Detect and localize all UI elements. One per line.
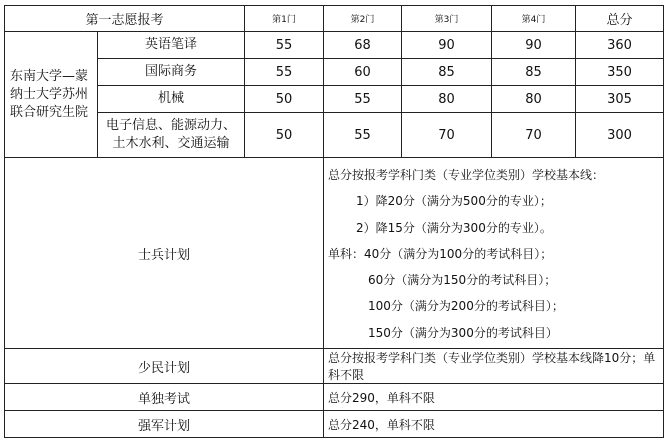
header-row <box>5 6 664 32</box>
score-subject-4: 80 <box>492 86 576 113</box>
institution-name <box>5 32 98 158</box>
table-row <box>5 113 664 158</box>
header-subject-4: 第4门 <box>492 6 576 32</box>
independent-exam-label: 单独考试 <box>5 384 324 411</box>
major-name-line-1: 电子信息、能源动力、 <box>106 118 237 133</box>
score-subject-4: 85 <box>492 59 576 86</box>
score-subject-2: 55 <box>324 113 402 158</box>
table-row <box>5 32 664 59</box>
minority-plan-label: 少民计划 <box>5 349 324 384</box>
score-subject-4: 70 <box>492 113 576 158</box>
score-total: 300 <box>576 113 664 158</box>
score-subject-2: 55 <box>324 86 402 113</box>
score-total: 350 <box>576 59 664 86</box>
header-first-choice: 第一志愿报考 <box>5 6 245 32</box>
soldier-rule-line: 150分（满分为300分的考试科目） <box>368 325 558 340</box>
independent-exam-text: 总分290，单科不限 <box>324 384 664 411</box>
soldier-rule-line: 总分按报考学科门类（专业学位类别）学校基本线： <box>328 168 605 182</box>
institution-line-3: 联合研究生院 <box>10 104 89 120</box>
table-row <box>5 59 664 86</box>
strong-army-plan-text: 总分240，单科不限 <box>324 411 664 438</box>
score-total: 305 <box>576 86 664 113</box>
institution-line-2: 纳士大学苏州 <box>10 86 89 102</box>
header-total: 总分 <box>576 6 664 32</box>
score-subject-4: 90 <box>492 32 576 59</box>
admission-score-table <box>4 5 664 438</box>
major-name: 机械 <box>98 86 245 113</box>
table-row <box>5 86 664 113</box>
major-name: 英语笔译 <box>98 32 245 59</box>
soldier-rule-line: 100分（满分为200分的考试科目）； <box>368 299 564 314</box>
score-subject-1: 50 <box>245 113 324 158</box>
strong-army-plan-row <box>5 411 664 438</box>
soldier-rule-line: 2）降15分（满分为300分的专业）。 <box>356 220 552 235</box>
score-subject-3: 80 <box>402 86 492 113</box>
header-subject-1: 第1门 <box>245 6 324 32</box>
score-subject-2: 60 <box>324 59 402 86</box>
soldier-plan-rules <box>324 158 664 349</box>
institution-line-1: 东南大学—蒙 <box>10 68 89 84</box>
header-subject-2: 第2门 <box>324 6 402 32</box>
score-subject-2: 68 <box>324 32 402 59</box>
header-subject-3: 第3门 <box>402 6 492 32</box>
score-subject-3: 90 <box>402 32 492 59</box>
score-subject-1: 55 <box>245 32 324 59</box>
score-subject-3: 85 <box>402 59 492 86</box>
score-total: 360 <box>576 32 664 59</box>
minority-plan-row <box>5 349 664 384</box>
score-subject-3: 70 <box>402 113 492 158</box>
major-name: 国际商务 <box>98 59 245 86</box>
soldier-rule-line: 1）降20分（满分为500分的专业）； <box>356 194 552 209</box>
score-subject-1: 50 <box>245 86 324 113</box>
major-name <box>98 113 245 158</box>
independent-exam-row <box>5 384 664 411</box>
soldier-plan-label: 士兵计划 <box>5 158 324 349</box>
soldier-rule-line: 60分（满分为150分的考试科目）； <box>368 273 557 288</box>
strong-army-plan-label: 强军计划 <box>5 411 324 438</box>
major-name-line-2: 土木水利、交通运输 <box>112 136 230 151</box>
soldier-rule-line: 单科：40分（满分为100分的考试科目）； <box>328 246 553 261</box>
soldier-plan-row <box>5 158 664 349</box>
score-subject-1: 55 <box>245 59 324 86</box>
minority-plan-text: 总分按报考学科门类（专业学位类别）学校基本线降10分；单科不限 <box>324 349 664 384</box>
